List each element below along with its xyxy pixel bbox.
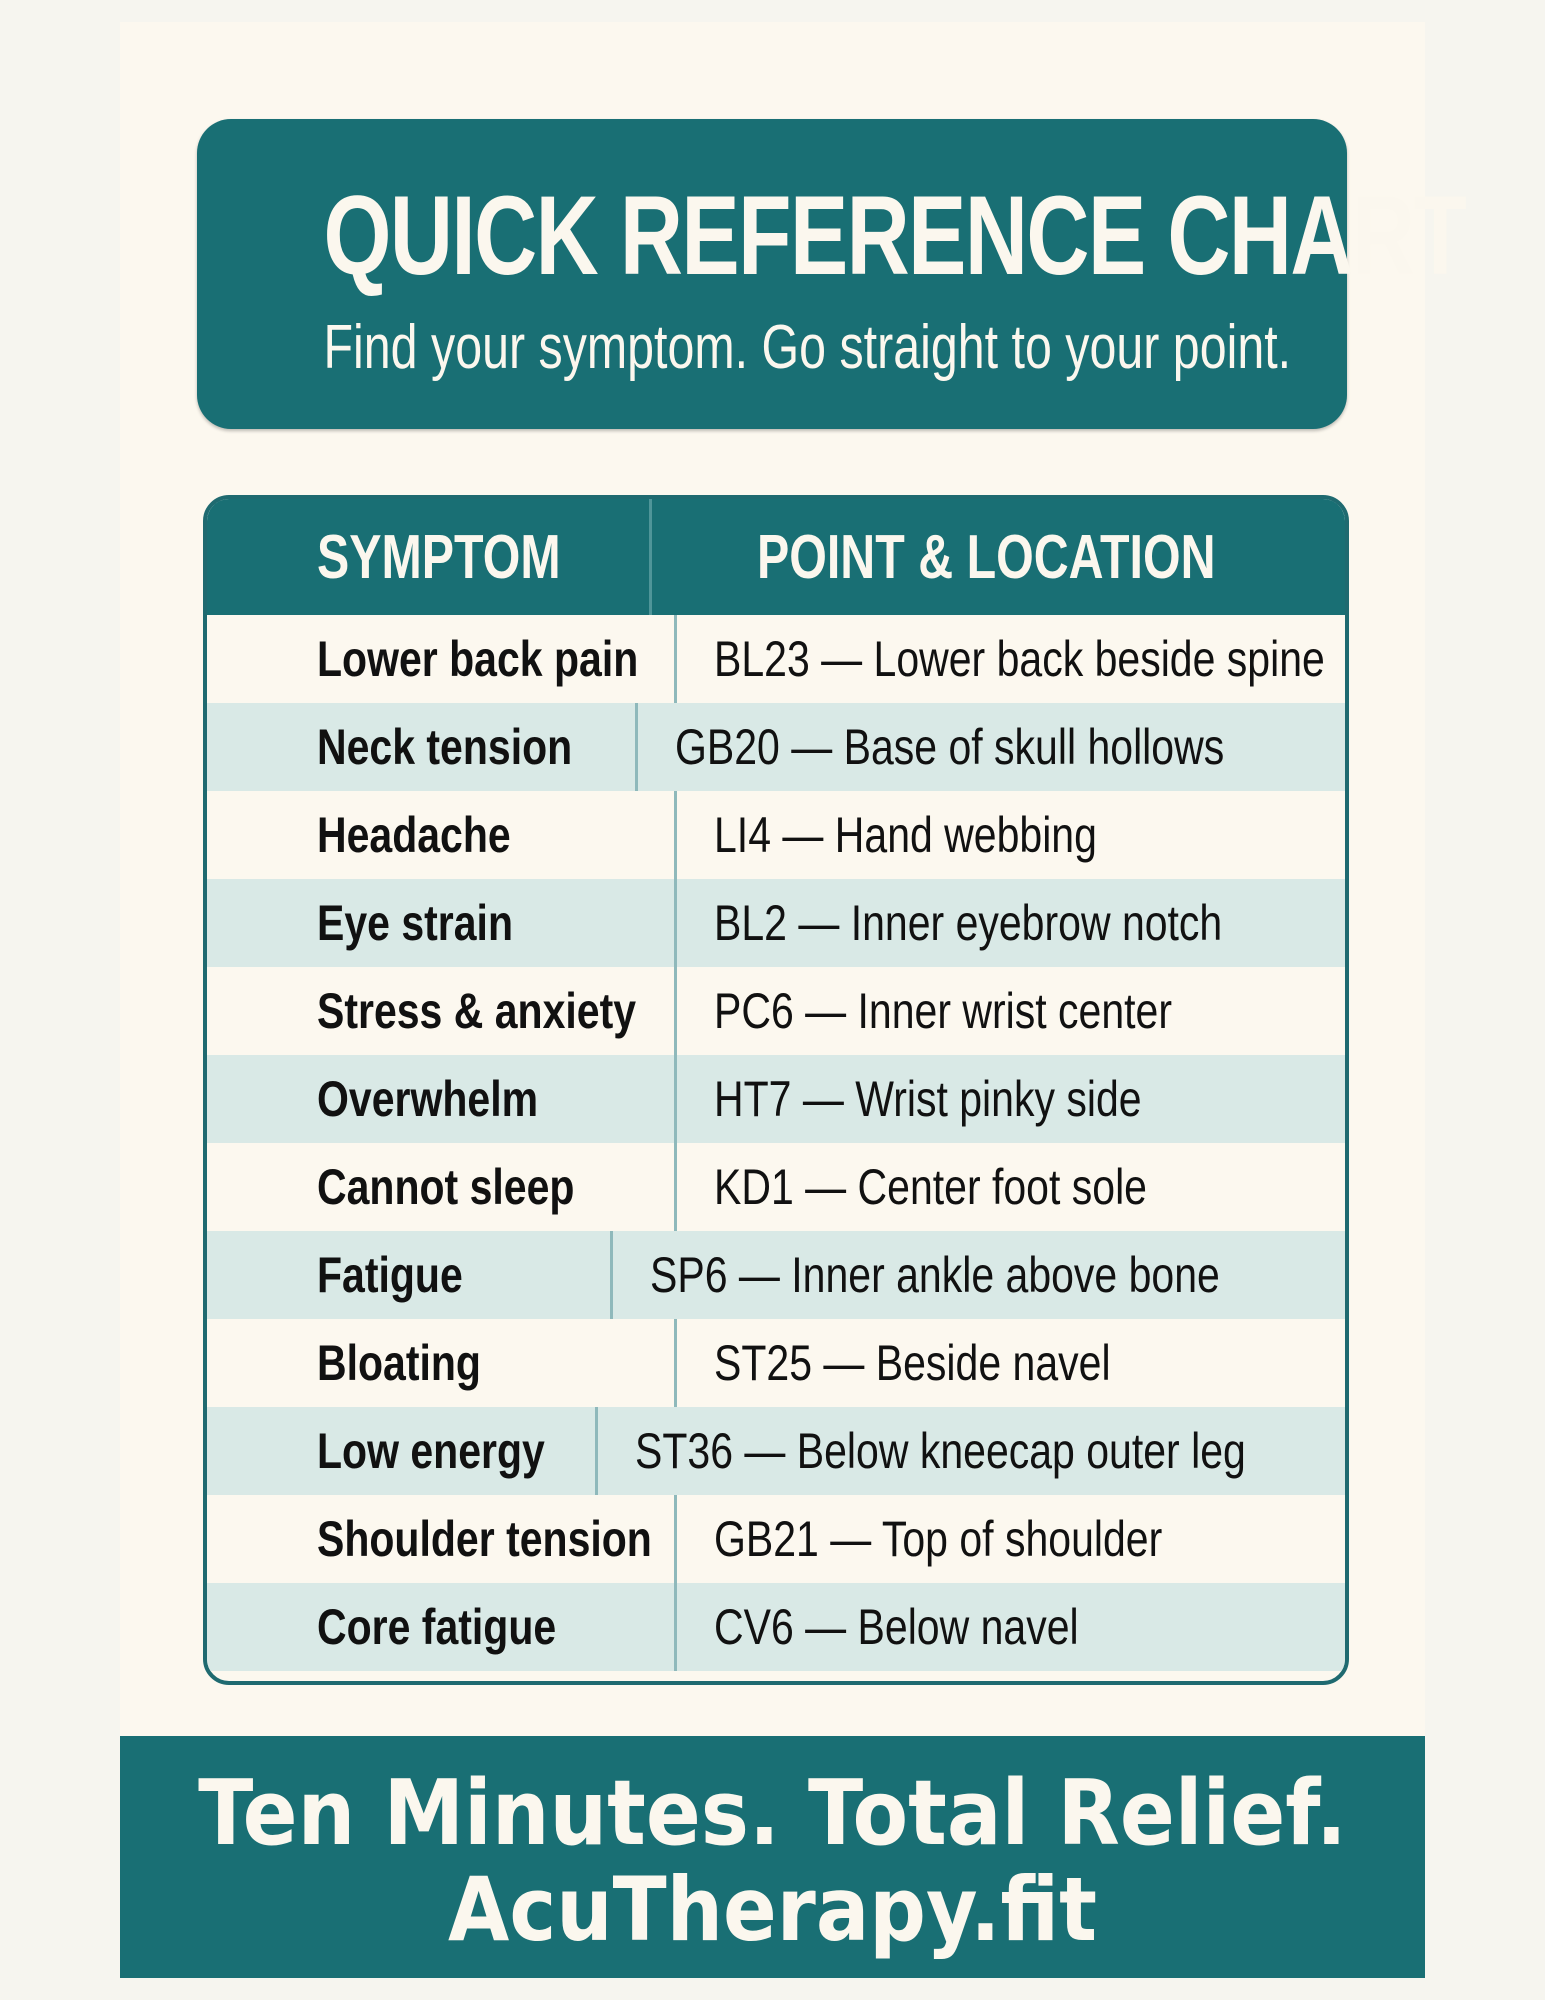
symptom-cell: Eye strain — [207, 879, 677, 967]
table-row — [207, 1319, 1345, 1407]
symptom-cell: Bloating — [207, 1319, 677, 1407]
reference-table — [203, 495, 1349, 1685]
table-row — [207, 703, 1345, 791]
table-row — [207, 1407, 1345, 1495]
symptom-cell: Overwhelm — [207, 1055, 677, 1143]
symptom-cell: Headache — [207, 791, 677, 879]
point-location-cell: HT7 — Wrist pinky side — [714, 1071, 1142, 1127]
table-header — [207, 499, 1345, 615]
table-row — [207, 1231, 1345, 1319]
table-row — [207, 1583, 1345, 1671]
symptom-cell: Stress & anxiety — [207, 967, 677, 1055]
column-header-point-location: POINT & LOCATION — [757, 522, 1216, 592]
table-row — [207, 967, 1345, 1055]
point-location-cell: ST25 — Beside navel — [714, 1335, 1111, 1391]
page-subtitle: Find your symptom. Go straight to your point. — [323, 313, 1292, 382]
point-location-cell: CV6 — Below navel — [714, 1599, 1079, 1655]
table-row — [207, 1055, 1345, 1143]
point-location-cell: SP6 — Inner ankle above bone — [650, 1247, 1220, 1303]
symptom-cell: Shoulder tension — [207, 1495, 677, 1583]
point-location-cell: ST36 — Below kneecap outer leg — [634, 1423, 1246, 1479]
symptom-cell: Low energy — [207, 1407, 598, 1495]
page-title: QUICK REFERENCE CHART — [323, 173, 1466, 298]
table-row — [207, 1143, 1345, 1231]
table-row — [207, 879, 1345, 967]
table-row — [207, 615, 1345, 703]
point-location-cell: GB21 — Top of shoulder — [714, 1511, 1163, 1567]
symptom-cell: Fatigue — [207, 1231, 613, 1319]
header-banner — [197, 119, 1466, 429]
footer-banner — [120, 1736, 1425, 1978]
point-location-cell: KD1 — Center foot sole — [714, 1159, 1147, 1215]
symptom-cell: Lower back pain — [207, 615, 677, 703]
point-location-cell: GB20 — Base of skull hollows — [675, 719, 1225, 775]
point-location-cell: LI4 — Hand webbing — [714, 807, 1097, 863]
table-row — [207, 791, 1345, 879]
point-location-cell: BL23 — Lower back beside spine — [714, 631, 1325, 687]
reference-card — [120, 22, 1466, 1978]
symptom-cell: Cannot sleep — [207, 1143, 677, 1231]
table-body — [207, 615, 1345, 1671]
column-header-symptom: SYMPTOM — [207, 499, 652, 615]
footer-website: AcuTherapy.fit — [448, 1858, 1097, 1961]
point-location-cell: PC6 — Inner wrist center — [714, 983, 1172, 1039]
symptom-cell: Core fatigue — [207, 1583, 677, 1671]
table-row — [207, 1495, 1345, 1583]
footer-tagline: Ten Minutes. Total Relief. — [198, 1761, 1347, 1866]
point-location-cell: BL2 — Inner eyebrow notch — [714, 895, 1223, 951]
symptom-cell: Neck tension — [207, 703, 638, 791]
